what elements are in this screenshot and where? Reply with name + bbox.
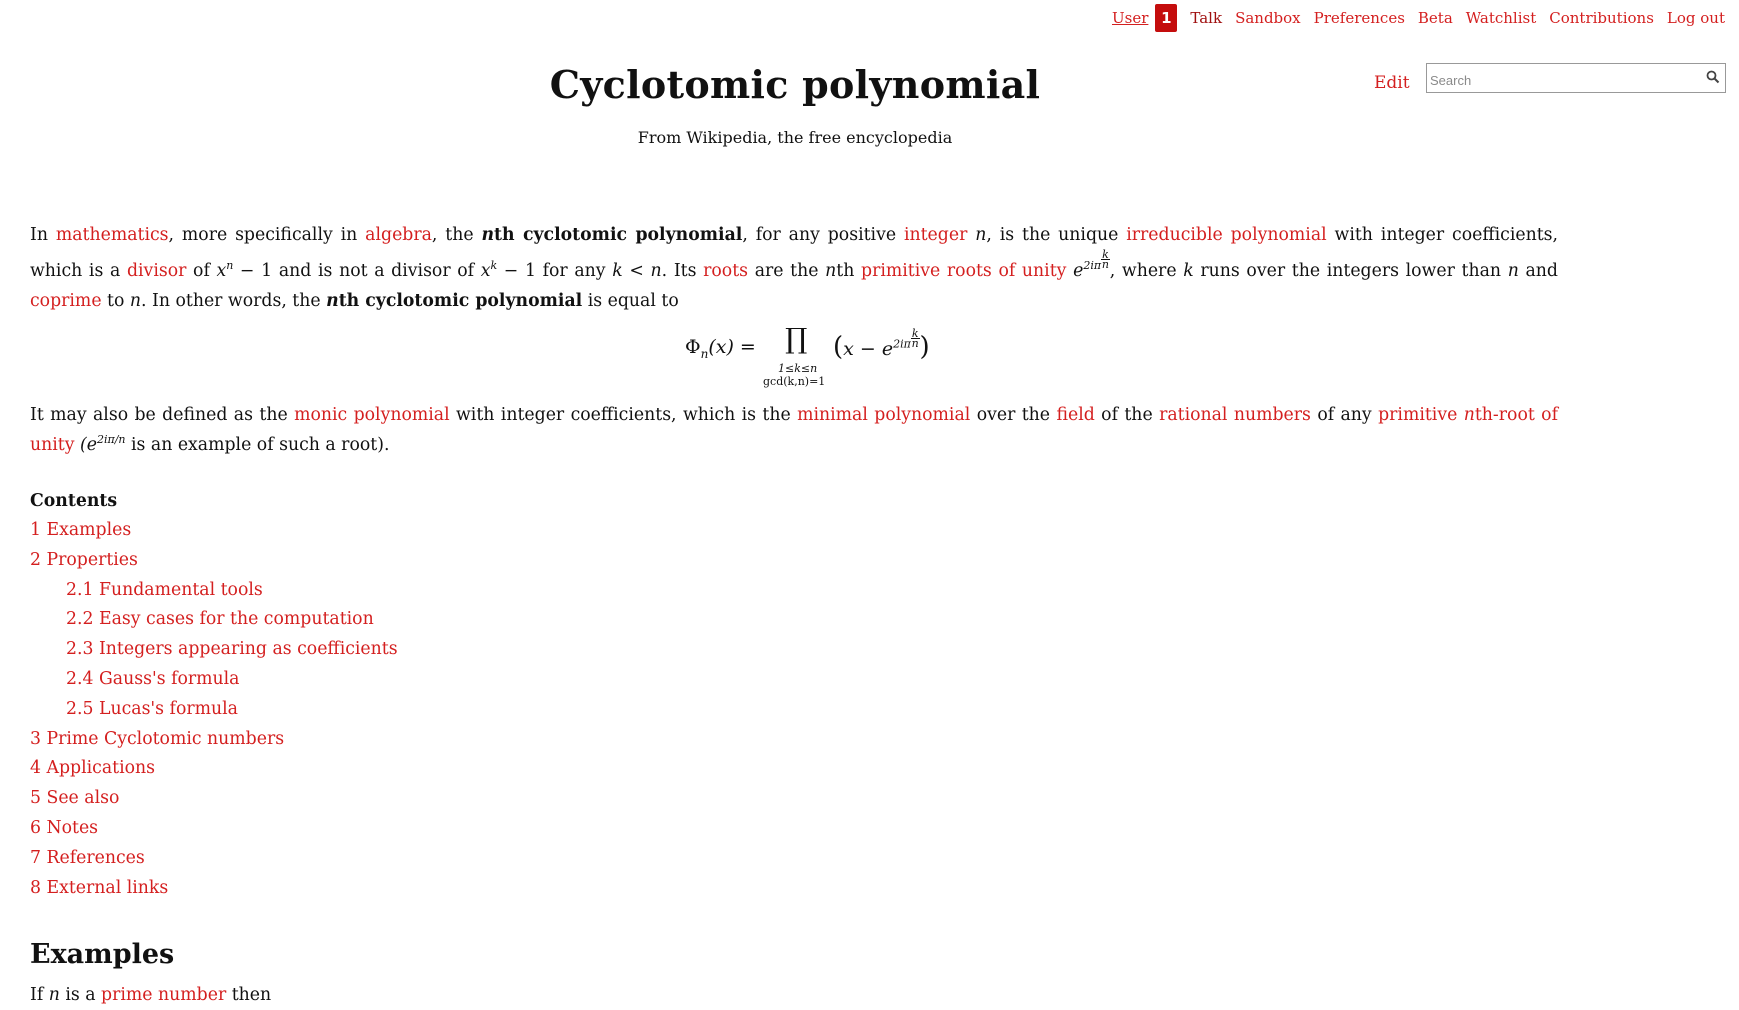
notification-badge[interactable]: 1 [1155,4,1177,32]
intro-paragraph [30,220,1558,316]
fraction-numerator: k [911,327,919,340]
sandbox-link[interactable]: Sandbox [1235,9,1301,27]
math-e: e [1073,261,1084,281]
toc-item [30,725,1558,755]
toc-item [30,695,1558,725]
product-range: 1≤k≤n [778,362,818,375]
beta-link[interactable]: Beta [1417,9,1453,27]
contributions-link[interactable]: Contributions [1549,9,1654,27]
text: . Its [661,261,704,281]
math-n: n [129,291,142,311]
toc-item [30,605,1558,635]
link-divisor[interactable]: divisor [126,261,187,281]
rhs-fraction [911,329,920,348]
examples-paragraph [30,980,1558,1010]
toc-item [30,516,1558,546]
math-k: k [1183,261,1194,281]
text: over the [970,405,1057,425]
link-primitive-roots-of-unity[interactable]: primitive roots of unity [861,261,1067,281]
talk-link[interactable]: Talk [1190,9,1223,27]
text: of the [1094,405,1160,425]
text: is equal to [582,291,679,311]
math-n: n [1463,405,1475,425]
toc-link[interactable]: 6 Notes [30,817,99,838]
math-n: n [825,261,837,281]
table-of-contents [30,486,1558,903]
text: If [30,985,49,1006]
text: primitive [1378,405,1464,425]
math-exponent: 2iπ [1083,259,1102,273]
rhs-exponent: 2iπ [893,337,911,351]
open-paren: ( [833,332,844,362]
magnifier-icon[interactable] [1706,70,1720,84]
watchlist-link[interactable]: Watchlist [1465,9,1537,27]
text: − 1 for any [497,261,613,281]
toc-item [30,754,1558,784]
search-input[interactable] [1427,64,1694,94]
toc-item [30,814,1558,844]
toc-link[interactable]: 2.1 Fundamental tools [66,579,263,600]
phi-argument: (x) = [708,336,756,358]
toc-title: Contents [30,491,118,511]
article-content [30,220,1558,1010]
math-sup-k: k [490,259,498,273]
math-n: n [1507,261,1519,281]
text: In [30,225,56,245]
fraction-denominator: n [1101,258,1109,271]
link-monic-polynomial[interactable]: monic polynomial [294,405,450,425]
math-x: x [480,261,491,281]
text: , where [1109,261,1184,281]
preferences-link[interactable]: Preferences [1313,9,1405,27]
bold-term [326,291,582,311]
toc-item [30,635,1558,665]
page-title: Cyclotomic polynomial [549,62,1041,107]
toc-item [30,784,1558,814]
logout-link[interactable]: Log out [1666,9,1725,27]
fraction-denominator: n [911,337,919,350]
toc-item [30,874,1558,904]
text: th cyclotomic polynomial [494,225,743,245]
text: of [186,261,217,281]
math-n: n [326,291,339,311]
math-sup-n: n [226,259,234,273]
math-n: n [650,261,662,281]
text: is an example of such a root). [125,435,390,455]
text: of any [1310,405,1379,425]
edit-link[interactable]: Edit [1374,73,1410,93]
link-rational-numbers[interactable]: rational numbers [1159,405,1311,425]
product-symbol: ∏ [785,322,808,355]
toc-link[interactable]: 4 Applications [30,758,156,779]
link-coprime[interactable]: coprime [30,291,102,311]
section-heading-examples: Examples [30,939,175,971]
text: , more specifically in [168,225,366,245]
math-n: n [481,225,495,245]
text: , is the unique [986,225,1127,245]
text: , the [431,225,482,245]
toc-link[interactable]: 2 Properties [30,549,138,570]
link-mathematics[interactable]: mathematics [55,225,169,245]
math-k: k [612,261,623,281]
math-n: n [975,225,987,245]
toc-link[interactable]: 5 See also [30,788,120,809]
text: , for any positive [742,225,904,245]
bold-term [481,225,742,245]
link-minimal-polynomial[interactable]: minimal polynomial [797,405,971,425]
math-fraction [1101,250,1110,269]
toc-link[interactable]: 3 Prime Cyclotomic numbers [30,728,285,749]
product-condition: gcd(k,n)=1 [763,375,826,388]
definition-paragraph [30,400,1558,460]
link-irreducible-polynomial[interactable]: irreducible polynomial [1126,225,1327,245]
text: . In other words, the [141,291,327,311]
text: It may also be defined as the [30,405,295,425]
text: runs over the integers lower than [1193,261,1508,281]
page-tagline: From Wikipedia, the free encyclopedia [637,128,953,147]
text: is a [59,985,102,1006]
search-box [1426,63,1726,93]
toc-link[interactable]: 8 External links [30,877,169,898]
toc-list [30,516,1558,903]
text: are the [748,261,826,281]
text: th-root of unity [30,405,1558,455]
text: − 1 and is not a divisor of [233,261,481,281]
toc-item [30,576,1558,606]
text: then [226,985,272,1006]
text: to [101,291,130,311]
toc-link[interactable]: 7 References [30,847,145,868]
text: with integer coefficients, which is the [449,405,798,425]
toc-link[interactable]: 2.2 Easy cases for the computation [66,609,374,630]
link-prime-number[interactable]: prime number [101,985,227,1006]
toc-link[interactable]: 2.3 Integers appearing as coefficients [66,639,398,660]
formula-lhs [685,332,756,369]
close-paren: ) [919,332,930,362]
formula-rhs [833,329,930,364]
text: and [1518,261,1558,281]
text: < [622,261,651,281]
math-x: x [216,261,227,281]
link-integer[interactable]: integer [903,225,968,245]
personal-nav [1112,4,1725,32]
link-algebra[interactable]: algebra [365,225,432,245]
link-field[interactable]: field [1056,405,1095,425]
math-exponent: 2iπ/n [96,433,126,447]
math-n: n [48,985,60,1006]
user-link[interactable]: User [1112,9,1149,27]
toc-item [30,844,1558,874]
toc-item [30,546,1558,576]
text: with integer coefficients, which is a [30,225,1559,281]
text: (e [74,435,97,455]
text: th cyclotomic polynomial [338,291,583,311]
toc-item [30,665,1558,695]
fraction-numerator: k [1102,248,1109,261]
toc-link[interactable]: 2.5 Lucas's formula [66,698,238,719]
display-formula [30,320,1558,386]
phi-subscript: n [700,346,709,361]
text: th [836,261,862,281]
toc-link[interactable]: 2.4 Gauss's formula [66,668,240,689]
rhs-term: x − e [843,338,894,360]
toc-link[interactable]: 1 Examples [30,520,132,540]
phi-symbol: Φ [685,336,701,358]
link-roots[interactable]: roots [703,261,749,281]
